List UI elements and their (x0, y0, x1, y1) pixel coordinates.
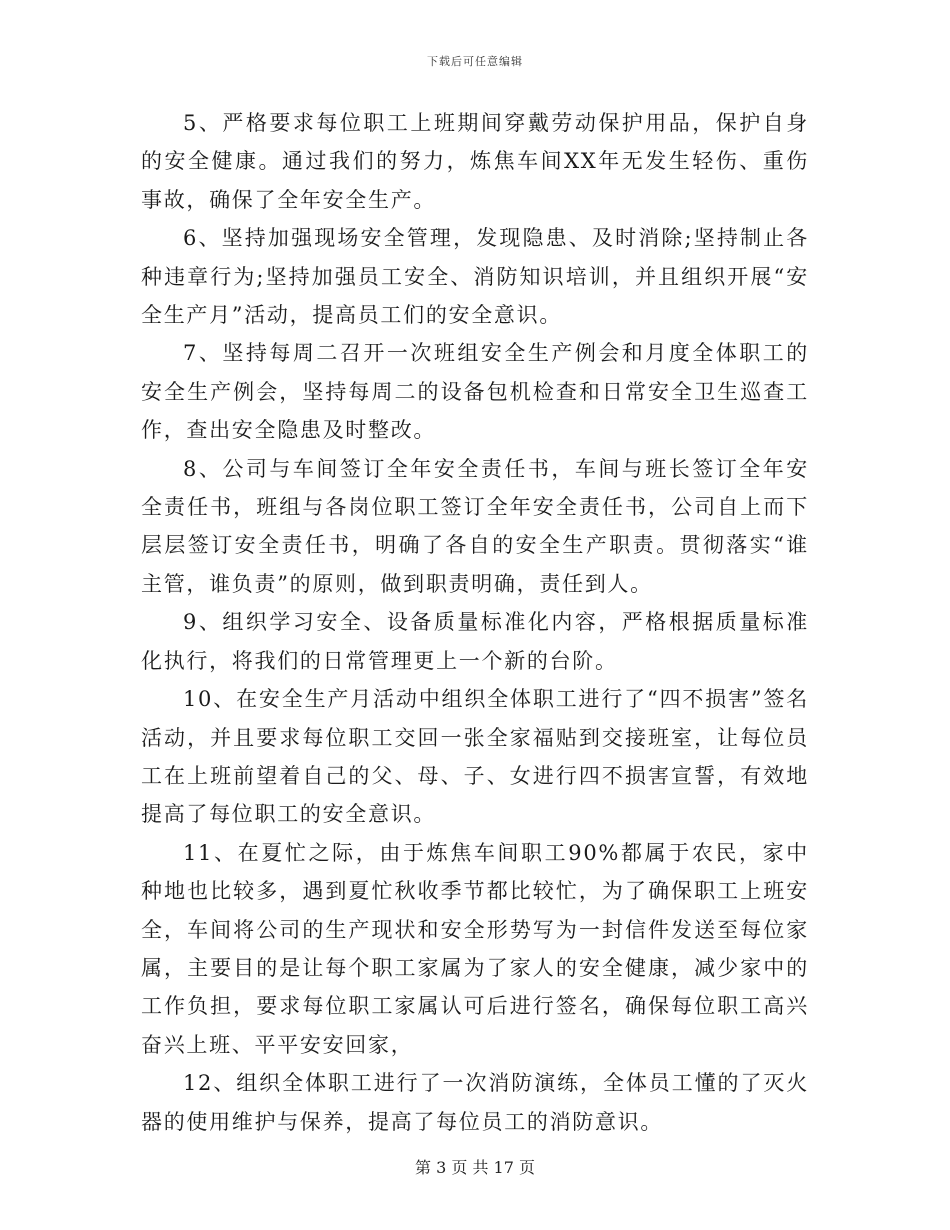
paragraph-item-12: 12、组织全体职工进行了一次消防演练，全体员工懂的了灭火器的使用维护与保养，提高了每位员工的消防意识。 (141, 1071, 809, 1134)
paragraph-item-11: 11、在夏忙之际，由于炼焦车间职工90%都属于农民，家中种地也比较多，遇到夏忙秋收季节都比较忙，为了确保职工上班安全，车间将公司的生产现状和安全形势写为一封信件发送至每位家属，主要目的是让每个职工家属为了家人的安全健康，减少家中的工作负担，要求每位职工家属认可后进行签名，确保每位职工高兴奋兴上班、平平安安回家， (141, 840, 809, 1057)
paragraph-item-7: 7、坚持每周二召开一次班组安全生产例会和月度全体职工的安全生产例会，坚持每周二的设备包机检查和日常安全卫生巡查工作，查出安全隐患及时整改。 (141, 341, 809, 443)
paragraph-item-5: 5、严格要求每位职工上班期间穿戴劳动保护用品，保护自身的安全健康。通过我们的努力，炼焦车间XX年无发生轻伤、重伤事故，确保了全年安全生产。 (141, 111, 809, 212)
page-header: 下载后可任意编辑 (427, 55, 523, 68)
paragraph-item-10: 10、在安全生产月活动中组织全体职工进行了“四不损害”签名活动，并且要求每位职工交回一张全家福贴到交接班室，让每位员工在上班前望着自己的父、母、子、女进行四不损害宣誓，有效地提高了每位职工的安全意识。 (141, 687, 809, 827)
page-number-footer: 第 3 页 共 17 页 (415, 1158, 535, 1177)
document-body (141, 104, 809, 1141)
paragraph-item-6: 6、坚持加强现场安全管理，发现隐患、及时消除;坚持制止各种违章行为;坚持加强员工安全、消防知识培训，并且组织开展“安全生产月”活动，提高员工们的安全意识。 (141, 226, 809, 328)
paragraph-item-8: 8、公司与车间签订全年安全责任书，车间与班长签订全年安全责任书，班组与各岗位职工签订全年安全责任书，公司自上而下层层签订安全责任书，明确了各自的安全生产职责。贯彻落实“谁主管，谁负责”的原则，做到职责明确，责任到人。 (141, 456, 809, 596)
paragraph-item-9: 9、组织学习安全、设备质量标准化内容，严格根据质量标准化执行，将我们的日常管理更上一个新的台阶。 (141, 610, 809, 673)
